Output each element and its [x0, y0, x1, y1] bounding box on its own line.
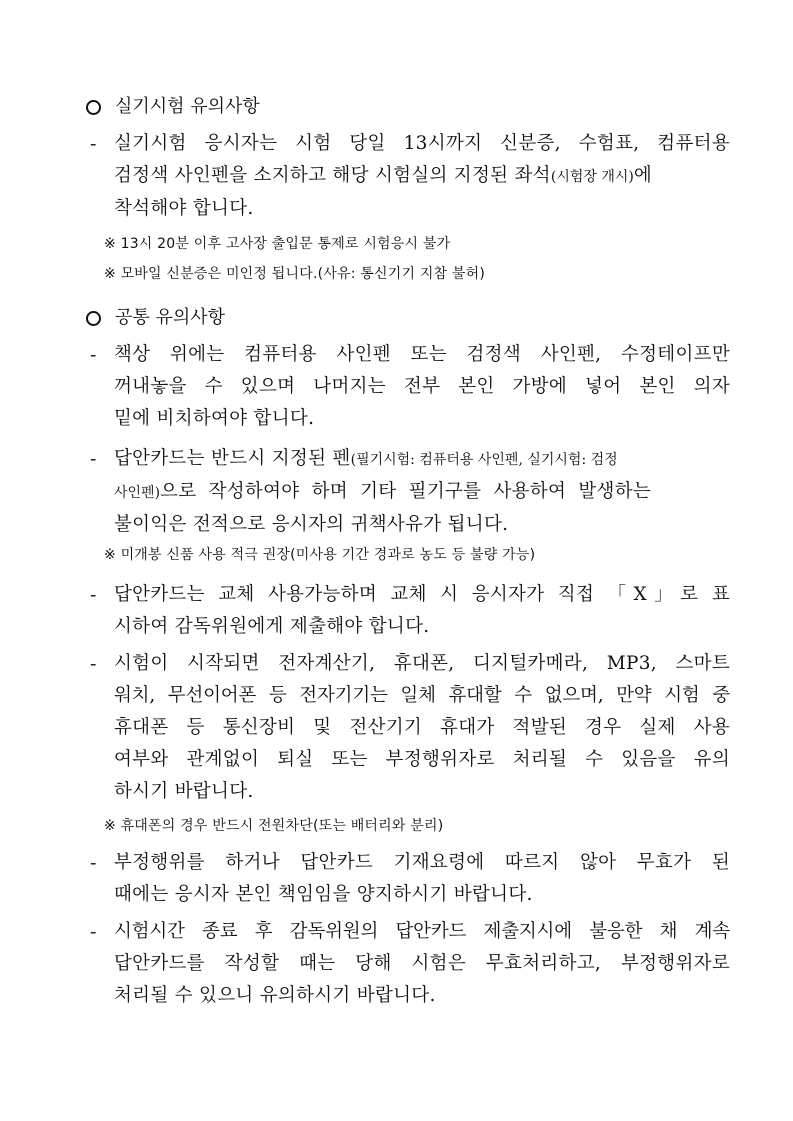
- dash-bullet: -: [90, 584, 97, 606]
- dash-bullet: -: [90, 448, 97, 470]
- note: ※ 모바일 신분증은 미인정 됩니다.(사유: 통신기기 지참 불허): [104, 266, 486, 282]
- item-text: 검정색 사인펜을 소지하고 해당 시험실의 지정된 좌석: [114, 165, 551, 186]
- note: ※ 13시 20분 이후 고사장 출입문 통제로 시험응시 불가: [104, 236, 451, 252]
- section-title: 공통 유의사항: [115, 307, 226, 328]
- note: ※ 미개봉 신품 사용 적극 권장(미사용 기간 경과로 농도 등 불량 가능): [104, 547, 536, 563]
- dash-bullet: -: [90, 653, 97, 675]
- item-line: 꺼내놓을 수 있으며 나머지는 전부 본인 가방에 넣어 본인 의자: [114, 376, 730, 397]
- item-line: 여부와 관계없이 퇴실 또는 부정행위자로 처리될 수 있음을 유의: [114, 749, 730, 770]
- list-item: [90, 128, 730, 225]
- section-heading-practical: [86, 95, 260, 119]
- item-line: 부정행위를 하거나 답안카드 기재요령에 따르지 않아 무효가 된: [114, 852, 730, 873]
- item-text: 으로 작성하여야 하며 기타 필기구를 사용하여 발생하는: [160, 481, 652, 502]
- list-item: [90, 847, 730, 911]
- list-item: [90, 443, 730, 541]
- item-line: 시하여 감독위원에게 제출해야 합니다.: [114, 616, 430, 637]
- list-item: [90, 579, 730, 643]
- dash-bullet: -: [90, 921, 97, 943]
- item-line: 답안카드는 교체 사용가능하며 교체 시 응시자가 직접 「X」로 표: [114, 584, 730, 605]
- item-text-small: (시험장 개시): [550, 169, 634, 185]
- list-item: [90, 339, 730, 435]
- item-line: 처리될 수 있으니 유의하시기 바랍니다.: [114, 985, 436, 1006]
- item-line: [90, 443, 730, 476]
- item-line: 휴대폰 등 통신장비 및 전산기기 휴대가 적발된 경우 실제 사용: [114, 717, 730, 738]
- item-line: 책상 위에는 컴퓨터용 사인펜 또는 검정색 사인펜, 수정테이프만: [114, 344, 730, 365]
- list-item: [90, 916, 730, 1012]
- item-text: 답안카드는 반드시 지정된 펜: [114, 448, 351, 469]
- item-line: 워치, 무선이어폰 등 전자기기는 일체 휴대할 수 없으며, 만약 시험 중: [114, 685, 730, 706]
- section-title: 실기시험 유의사항: [115, 96, 260, 117]
- item-line: 답안카드를 작성할 때는 당해 시험은 무효처리하고, 부정행위자로: [114, 953, 730, 974]
- dash-bullet: -: [90, 133, 97, 155]
- circle-bullet-icon: [86, 100, 101, 115]
- item-line: 불이익은 전적으로 응시자의 귀책사유가 됩니다.: [114, 514, 509, 535]
- list-item: [90, 648, 730, 808]
- item-line: [90, 160, 730, 193]
- item-line: 착석해야 합니다.: [114, 198, 254, 219]
- item-line: 하시기 바랍니다.: [114, 781, 254, 802]
- item-text: 에: [633, 165, 653, 186]
- item-line: 시험시간 종료 후 감독위원의 답안카드 제출지시에 불응한 채 계속: [114, 921, 730, 942]
- item-line: [90, 476, 730, 509]
- section-heading-common: [86, 306, 225, 330]
- item-line: 시험이 시작되면 전자계산기, 휴대폰, 디지털카메라, MP3, 스마트: [114, 653, 730, 674]
- dash-bullet: -: [90, 344, 97, 366]
- item-line: 실기시험 응시자는 시험 당일 13시까지 신분증, 수험표, 컴퓨터용: [114, 133, 730, 154]
- item-text-small: (필기시험: 컴퓨터용 사인펜, 실기시험: 검정: [350, 452, 618, 468]
- item-line: 밑에 비치하여야 합니다.: [114, 408, 315, 429]
- item-text-small: 사인펜): [114, 485, 161, 501]
- note: ※ 휴대폰의 경우 반드시 전원차단(또는 배터리와 분리): [104, 818, 444, 834]
- dash-bullet: -: [90, 852, 97, 874]
- circle-bullet-icon: [86, 311, 101, 326]
- item-line: 때에는 응시자 본인 책임임을 양지하시기 바랍니다.: [114, 884, 533, 905]
